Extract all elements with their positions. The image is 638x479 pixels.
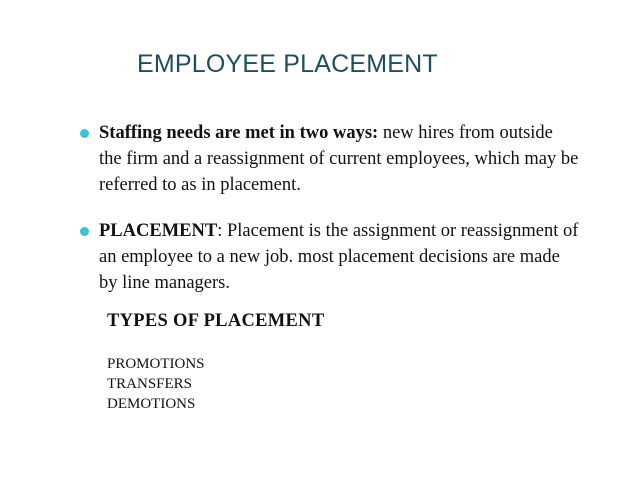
bullet-dot-icon (80, 129, 89, 138)
bullet-bold-lead: Staffing needs are met in two ways: (99, 123, 379, 143)
bullet-placement-definition (80, 218, 580, 296)
list-item: TRANSFERS (107, 376, 193, 392)
bullet-bold-lead: PLACEMENT (99, 221, 218, 241)
bullet-dot-icon (80, 227, 89, 236)
slide-title: EMPLOYEE PLACEMENT (137, 50, 438, 78)
bullet-text (99, 218, 580, 296)
bullet-body: : Placement is the assignment or reassignment of an employee to a new job. most placement decisions are made by line managers. (99, 221, 579, 293)
bullet-staffing-needs (80, 120, 580, 198)
types-of-placement-heading: TYPES OF PLACEMENT (107, 311, 325, 331)
types-of-placement-list (107, 354, 205, 414)
list-item: DEMOTIONS (107, 396, 196, 412)
bullet-text (99, 120, 580, 198)
bullet-body: new hires from outside the firm and a reassignment of current employees, which may be referred to as in placement. (99, 123, 579, 195)
list-item: PROMOTIONS (107, 356, 205, 372)
